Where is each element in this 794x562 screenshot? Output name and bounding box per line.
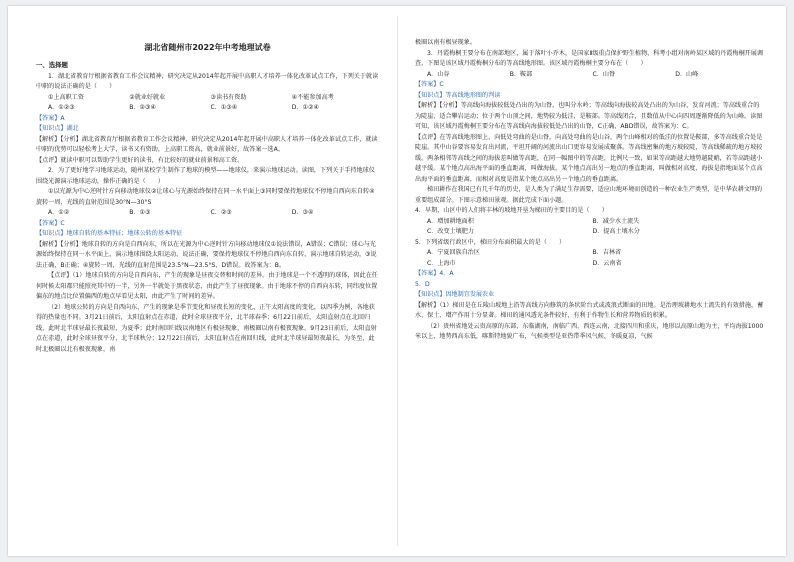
q1-choice: B．②③④ xyxy=(129,104,156,111)
q2-choice: B．①③ xyxy=(129,209,151,216)
question-4: 4．早期，山区中的人们将丰林的坡地开垦为梯田的主要目的是（ ） xyxy=(415,207,608,214)
q2-comment: 【点评】（1）地球自转的方向是自西向东，产生的现象是昼夜交替和时间的差异。由于地球是一个不透明的球体，因此在任何时候太阳都只能照亮其中的一半，另外一半就处于黑夜状态，由此产生了昼夜现象。由于地球不停的自西向东转，同纬度位置偏东的地点比位置偏西的地点早看见太阳，由此产生了时间的差异。 xyxy=(36,272,378,300)
q1-choice: A．①②③ xyxy=(48,104,75,111)
document-page xyxy=(8,6,786,556)
q4-choice: C．改变土壤肥力 xyxy=(427,228,474,235)
q2-choice: D．③④ xyxy=(291,209,314,216)
q5-choice: B．吉林省 xyxy=(592,249,622,256)
q5-choice: D．云南省 xyxy=(592,259,622,267)
q4-answer: 【答案】4．A xyxy=(415,270,454,277)
q3-answer: 【答案】C xyxy=(415,81,444,88)
q4-choice: B．减少水土流失 xyxy=(592,217,640,225)
terrace-intro: 梯田耕作在我国已有几千年的历史，是人类为了满足生存需要，适应山地环境而创造的一种农业生产类型，是中华农耕文明的重要组成部分。下图示意梯田景观。据此完成下面小题。 xyxy=(415,186,763,204)
q4-choice: A．增加耕地面积 xyxy=(427,217,474,225)
q3-choice: D．山峰 xyxy=(675,70,699,78)
q4-choice: D．提高土壤水分 xyxy=(592,228,640,235)
q1-statement: ②就业好就业 xyxy=(129,93,166,101)
q5-choice: C．上海市 xyxy=(427,259,456,267)
q2-analysis: 【解析】【分析】地球自转的方向是自西向东，所以在光源为中心逆时针方向移动地球仪①说法错误，A错误；C错误；球心与光源始终保持在同一水平面上，演示地球围绕太阳运动，说法正确，要保持地球仪不停地自西向东自转，演示地球自转运动，③说法正确，B正确；④旋转一周，光线的直射范围是23.5°N—23.5°S，D错误。故答案为：B。 xyxy=(36,240,377,269)
q1-statement: ①上高职工资 xyxy=(48,93,84,101)
question-3: 3．丹霞梅桐王要分布在南部地区，属于落叶小乔木，是国家Ⅱ级重点保护野生植物，科考小组对南岭某区域的丹霞梅桐开展调查，下图是该区域丹霞梅桐分布的等高线地形图。该区域丹霞梅桐主要分布在（ ） xyxy=(415,49,763,67)
q3-choices xyxy=(415,70,764,81)
question-2: 2．为了更好地学习地球运动，随州某校学生制作了地球的模型——地球仪，来演示地球运动。读图，下列关于手持地球仪围绕光源演示地球运动，操作正确的是（ ） xyxy=(36,167,375,185)
q3-comment: 【点评】在等高线地形图上，向低处弯曲的是山脊，向高处弯曲的是山谷，两个山峰相对的低洼的位置是鞍部，多等高线重合处是陡崖。其中山谷要容易发育出河流，平坦开阔的河流出山口更容易发展成聚落。等高线密集的地方坡较陡，等高线稀疏的地方坡较缓。两条相邻等高线之间的海拔差叫做等高距，在同一幅图中的等高距，比例尺一致，如果等高距越大地势越陡峭，若等高距越小越平缓。某个地点高出海平面的垂直距离，叫做海拔。某个地点高出另一地点的垂直距离，叫做相对高度，海拔是指地面某个点高出海平面的垂直距离，而相对高度是指某个地点高出另一个地点的垂直距离。 xyxy=(415,133,763,183)
q5-choices-row2 xyxy=(415,259,764,270)
q1-statements xyxy=(36,93,379,104)
question-5: 5．下列省级行政区中，梯田分布面积最大的是（ ） xyxy=(415,238,566,246)
q4-choices-row2 xyxy=(415,227,764,238)
q3-knowledge-point: 【知识点】等高线地形图的判读 xyxy=(415,91,501,99)
q4-5-analysis: 【解析】（1）梯田是在丘陵山坡地上沿等高线方向修筑的条状阶台式或波浪式断面的田地。是治理坡耕地水土流失的有效措施，蓄水、保土、增产作用十分显著。梯田的通风透光条件较好，有利于作物生长和营养物质的积累。 xyxy=(415,301,764,319)
right-column xyxy=(397,6,786,556)
q4-choices-row1 xyxy=(415,217,764,228)
q5-answer: 5．D xyxy=(415,280,430,288)
q4-5-analysis-continued: （2）贵州省地处云贵高原的东部，东临湖南，南临广西，西连云南，北接四川和重庆，地形以高原山地为主，平均海拔1000米以上，地势西高东低，喀斯特地貌广布，气候类型是亚热带季风气候，冬暖夏凉，气候 xyxy=(415,322,764,340)
q1-statement: ④不能参加高考 xyxy=(291,93,334,101)
q3-analysis: 【解析】【分析】等高线向海拔较低处凸出的为山脊，也叫分水岭；等高线向海拔较高处凸出的为山谷，发育河流；等高线重合的为陡崖，适合攀岩运动；位于两个山顶之间，地势较为低洼，是鞍部。等高线闭合，且数值从中心向四周逐渐降低的为山峰。读图可知，该区域丹霞梅桐王要分布在等高线向海拔较低处凸出的山脊，C正确，ABD错误，故答案为：C。 xyxy=(415,102,763,130)
q5-choice: A．宁夏回族自治区 xyxy=(427,249,480,256)
q2-choice: C．②③ xyxy=(210,209,232,216)
q2-knowledge-point: 【知识点】地球自转的基本特征；地球公转的基本特征 xyxy=(36,230,183,237)
question-1: 1．湖北省教育厅根据省教育工作会议精神，研究决定从2014年起开展中高职人才培养一体化改革试点工作，下列关于就读中职的说法正确的是（ ） xyxy=(36,72,379,90)
section-heading: 一、选择题 xyxy=(36,61,68,69)
q3-choice: B．鞍部 xyxy=(509,70,533,78)
carryover-text: 极圈以南有极昼现象。 xyxy=(415,39,476,46)
q2-comment-continued: （2）地球公转的方向是自西向东，产生的现象是季节变化和昼夜长短的变化、正午太阳高度的变化，以四季为例，各地获得的热量也不同。3月21日前后，太阳直射点在赤道，此时全球昼夜平分，北半球春季；6月22日前后，太阳直射点在北回归线，此时北半球昼最长夜最短，为夏季；此时南回归线以南地区有极昼现象，南极圈以南有极夜现象。9月23日前后，太阳直射点在赤道，此时全球昼夜平分，北半球秋分；12月22日前后，太阳直射点在南回归线，此时北半球昼最短夜最长，为冬至，此时北极圈以北有极夜现象，南 xyxy=(36,303,377,353)
q1-knowledge-point: 【知识点】湖北 xyxy=(36,125,79,132)
q1-comment: 【点评】就读中职可以帮助学生更好的读书，有比较好的就业前景和高工资。 xyxy=(36,156,244,164)
document-title: 湖北省随州市2022年中考地理试卷 xyxy=(144,43,271,52)
left-column xyxy=(8,6,397,556)
q1-answer: 【答案】A xyxy=(36,114,65,122)
q3-choice: A．山谷 xyxy=(427,70,450,78)
q3-choice: C．山脊 xyxy=(592,70,616,78)
q2-choice: A．①② xyxy=(48,209,70,216)
q2-choices xyxy=(36,208,379,219)
q1-choice: D．①②④ xyxy=(291,104,319,111)
q4-5-knowledge-point: 【知识点】因地制宜发展农业 xyxy=(415,291,495,298)
q2-statements: ①以光源为中心逆时针方向移动地球仪②让球心与光源始终保持在同一水平面上③同时要保持地球仪不停地自西向东自转④旋转一周，光线的直射范围是30°N—30°S xyxy=(36,188,375,206)
q1-statement: ③读书有资助 xyxy=(210,93,247,101)
q5-choices-row1 xyxy=(415,248,764,259)
q1-choices xyxy=(36,103,379,114)
q2-answer: 【答案】C xyxy=(36,219,65,227)
q1-analysis: 【解析】【分析】湖北省教育厅根据省教育工作会议精神，研究决定从2014年起开展中高职人才培养一体化改革试点工作，就读中职的优势可以轻松考上大学，读书又有资助，上高职工资高，就业前景好，故答案一选A。 xyxy=(36,135,378,153)
q1-choice: C．①③④ xyxy=(210,104,238,111)
